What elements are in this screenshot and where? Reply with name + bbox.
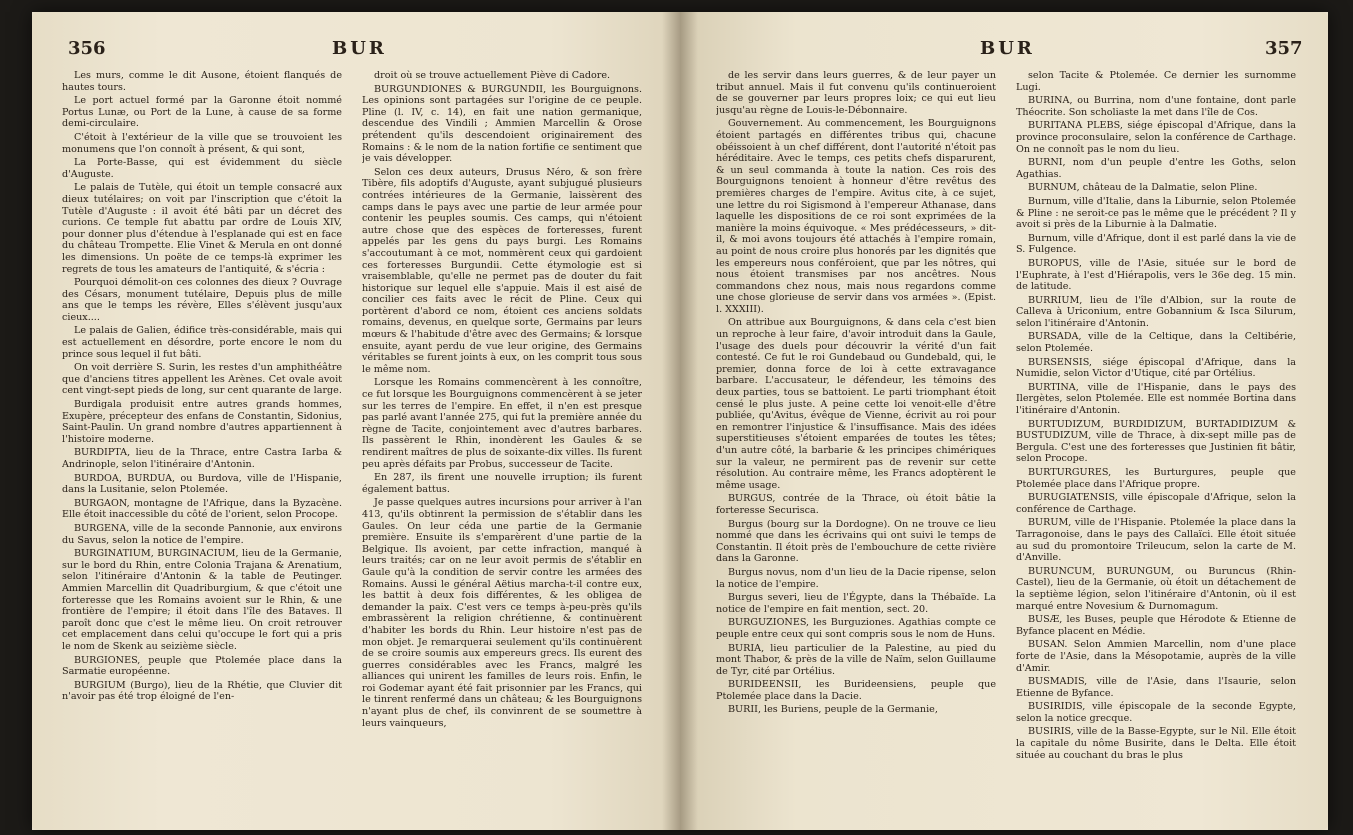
paragraph: BURDIPTA, lieu de la Thrace, entre Castra Iarba & Andrinople, selon l'itinéraire d'Antonin. (62, 447, 342, 470)
paragraph: Je passe quelques autres incursions pour arriver à l'an 413, qu'ils obtinrent la permission de s'établir dans les Gaules. On leur céda une partie de la Germanie première. Ensuite ils s'emparèrent d'une partie de la Belgique. Ils avoient, par cette infraction, manqué à leurs traités; car on ne leur avoit permis de s'établir en Gaule qu'à la condition de servir contre les armées des Romains. Aussi le général Aëtius marcha-t-il contre eux, les battit à deux fois différentes, & les obligea de demander la paix. C'est vers ce temps à-peu-près qu'ils embrassèrent la religion chrétienne, & continuèrent d'habiter les bords du Rhin. Leur histoire n'est pas de mon objet. Je remarquerai seulement qu'ils continuèrent de se croire soumis aux empereurs grecs. Ils eurent des guerres considérables avec les Francs, malgré les alliances qui unirent les familles de leurs rois. Enfin, le roi Godemar ayant été fait prisonnier par les Francs, qui le tinrent renfermé dans un château; & les Bourguignons n'ayant plus de chef, ils convinrent de se soumettre à leurs vainqueurs, (362, 497, 642, 729)
paragraph: BURTUDIZUM, BURDIDIZUM, BURTADIDIZUM & BUSTUDIZUM, ville de Thrace, à dix-sept mille pas de Bergula. C'est une des forteresses que Justinien fit bâtir, selon Procope. (1016, 418, 1296, 465)
paragraph: Lorsque les Romains commencèrent à les connoître, ce fut lorsque les Bourguignons commencèrent à se jeter sur les terres de l'empire. En effet, il n'en est presque pas parlé avant l'année 275, qui fut la première année du règne de Tacite, conjointement avec d'autres barbares. Ils passèrent le Rhin, inondèrent les Gaules & se rendirent maîtres de plus de soixante-dix villes. Ils furent peu après défaits par Probus, successeur de Tacite. (362, 377, 642, 470)
paragraph: BUSÆ, les Buses, peuple que Hérodote & Etienne de Byfance placent en Médie. (1016, 614, 1296, 637)
paragraph: BURTINA, ville de l'Hispanie, dans le pays des Ilergètes, selon Ptolemée. Elle est nommée Bortina dans l'itinéraire d'Antonin. (1016, 381, 1296, 417)
paragraph: BURITANA PLEBS, siége épiscopal d'Afrique, dans la province proconsulaire, selon la conférence de Carthage. On ne connoît pas le nom du lieu. (1016, 120, 1296, 155)
running-head: BUR (332, 38, 387, 59)
paragraph: BURIA, lieu particulier de la Palestine, au pied du mont Thabor, & près de la ville de Naïm, selon Guillaume de Tyr, cité par Ortélius. (716, 642, 996, 677)
paragraph: Pourquoi démolit-on ces colonnes des dieux ? Ouvrage des Césars, monument tutélaire, Depuis plus de mille ans que le temps les révère, Elles s'élèvent jusqu'aux cieux.... (62, 277, 342, 323)
paragraph: Burnum, ville d'Italie, dans la Liburnie, selon Ptolemée & Pline : ne seroit-ce pas le même que le précédent ? Il y avoit si près de la Liburnie à la Dalmatie. (1016, 195, 1296, 231)
paragraph: de les servir dans leurs guerres, & de leur payer un tribut annuel. Mais il fut convenu qu'ils continueroient de se gouverner par leurs propres loix; ce qui eut lieu jusqu'au règne de Louis-le-Débonnaire. (716, 70, 996, 116)
right-page (680, 12, 1328, 830)
paragraph: BUSMADIS, ville de l'Asie, dans l'Isaurie, selon Etienne de Byfance. (1016, 676, 1296, 699)
paragraph: BUSIRIDIS, ville épiscopale de la seconde Egypte, selon la notice grecque. (1016, 701, 1296, 724)
paragraph: BURGAON, montagne de l'Afrique, dans la Byzacène. Elle étoit inaccessible du côté de l'orient, selon Procope. (62, 497, 342, 521)
paragraph: BURGUZIONES, les Burguziones. Agathias compte ce peuple entre ceux qui sont compris sous le nom de Huns. (716, 617, 996, 640)
paragraph: BURNUM, château de la Dalmatie, selon Pline. (1028, 182, 1258, 194)
paragraph: En 287, ils firent une nouvelle irruption; ils furent également battus. (362, 472, 642, 495)
text-column-1 (62, 70, 342, 814)
paragraph: Le palais de Tutèle, qui étoit un temple consacré aux dieux tutélaires; on voit par l'inscription que c'étoit la Tutèle d'Auguste : il avoit été bâti par un décret des curions. Ce temple fut abattu par ordre de Louis XIV, pour donner plus d'étendue à l'esplanade qui est en face du château Trompette. Elie Vinet & Merula en ont donné les dimensions. Un poëte de ce temps-là exprimer les regrets de tous les amateurs de l'antiquité, & s'écria : (62, 182, 342, 275)
paragraph: On voit derrière S. Surin, les restes d'un amphithéâtre que d'anciens titres appellent les Arènes. Cet ovale avoit cent vingt-sept pieds de long, sur cent quarante de large. (62, 362, 342, 397)
paragraph: BURRIUM, lieu de l'île d'Albion, sur la route de Calleva à Uriconium, entre Gobannium & Isca Silurum, selon l'itinéraire d'Antonin. (1016, 294, 1296, 329)
paragraph: BURIDEENSII, les Burideensiens, peuple que Ptolemée place dans la Dacie. (716, 679, 996, 702)
paragraph: BURUNCUM, BURUNGUM, ou Buruncus (Rhin-Castel), lieu de la Germanie, où étoit un détachement de la septième légion, selon l'itinéraire d'Antonin, où il est marqué entre Novesium & Durnomagum. (1016, 565, 1296, 612)
paragraph: BUSIRIS, ville de la Basse-Egypte, sur le Nil. Elle étoit la capitale du nôme Busirite, dans le Delta. Elle étoit située au couchant du bras le plus (1016, 726, 1296, 761)
paragraph: BURSADA, ville de la Celtique, dans la Celtibérie, selon Ptolemée. (1016, 331, 1296, 355)
book-spread (32, 12, 1328, 830)
text-column-1 (716, 70, 996, 814)
page-number: 357 (1265, 38, 1303, 59)
paragraph: Burnum, ville d'Afrique, dont il est parlé dans la vie de S. Fulgence. (1016, 232, 1296, 256)
paragraph: BURGUNDIONES & BURGUNDII, les Bourguignons. Les opinions sont partagées sur l'origine de ce peuple. Pline (l. IV, c. 14), en fait une nation germanique, descendue des Vindili ; Ammien Marcellin & Orose prétendent qu'ils descendoient originairement des Romains : & le nom de la nation fortifie ce sentiment que je vais développer. (362, 83, 642, 165)
text-column-2 (1016, 70, 1296, 814)
paragraph: Le palais de Galien, édifice très-considérable, mais qui est actuellement en désordre, porte encore le nom du prince sous lequel il fut bâti. (62, 325, 342, 360)
paragraph: BURSENSIS, siége épiscopal d'Afrique, dans la Numidie, selon Victor d'Utique, cité par Ortélius. (1016, 356, 1296, 380)
paragraph: BURGINATIUM, BURGINACIUM, lieu de la Germanie, sur le bord du Rhin, entre Colonia Trajana & Arenatium, selon l'itinéraire d'Antonin & la table de Peutinger. Ammien Marcellin dit Quadriburgium, & que c'étoit une forteresse que les Romains avoient sur le Rhin, & une frontière de l'empire; il étoit dans l'île des Bataves. Il paroît donc que c'est le même lieu. On croit retrouver cet emplacement dans celui qu'occupe le fort qui a pris le nom de Skenk au seizième siècle. (62, 548, 342, 652)
paragraph: BURINA, ou Burrina, nom d'une fontaine, dont parle Théocrite. Son scholiaste la met dans l'île de Cos. (1016, 95, 1296, 118)
paragraph: BURGIUM (Burgo), lieu de la Rhétie, que Cluvier dit n'avoir pas été trop éloigné de l'en- (62, 679, 342, 703)
paragraph: Les murs, comme le dit Ausone, étoient flanqués de hautes tours. (62, 70, 342, 93)
paragraph: Burgus novus, nom d'un lieu de la Dacie ripense, selon la notice de l'empire. (716, 566, 996, 590)
paragraph: droit où se trouve actuellement Piève di Cadore. (374, 70, 611, 81)
paragraph: La Porte-Basse, qui est évidemment du siècle d'Auguste. (62, 157, 342, 180)
paragraph: Gouvernement. Au commencement, les Bourguignons étoient partagés en différentes tribus qui, chacune obéissoient à un chef différent, dont l'autorité n'étoit pas héréditaire. Avec le temps, ces petits chefs disparurent, & un seul commanda à toute la nation. Ces rois des Bourguignons tenoient à honneur d'être revêtus des premières charges de l'empire. Avitus cite, à ce sujet, une lettre du roi Sigismond à l'empereur Athanase, dans laquelle les dispositions de ce roi sont exprimées de la manière la moins équivoque. « Mes prédécesseurs, » dit-il, & moi avons toujours été attachés à l'empire romain, au point de nous croire plus honorés par les dignités que les empereurs nous conféroient, que par les nôtres, qui nous étoient transmises par nos ancêtres. Nous commandons chez nous, mais nous regardons comme une chose glorieuse de servir dans vos armées ». (Epist. l. XXXIII). (716, 118, 996, 315)
paragraph: BURTURGURES, les Burturgures, peuple que Ptolemée place dans l'Afrique propre. (1016, 467, 1296, 490)
paragraph: Burgus (bourg sur la Dordogne). On ne trouve ce lieu nommé que dans les écrivains qui ont suivi le temps de Constantin. Il étoit près de l'embouchure de cette rivière dans la Garonne. (716, 518, 996, 565)
book-gutter (662, 12, 698, 830)
paragraph: Burgus severi, lieu de l'Égypte, dans la Thébaïde. La notice de l'empire en fait mention, sect. 20. (716, 592, 996, 615)
paragraph: BURDOA, BURDUA, ou Burdova, ville de l'Hispanie, dans la Lusitanie, selon Ptolemée. (62, 472, 342, 496)
text-column-2 (362, 70, 642, 814)
running-head: BUR (980, 38, 1035, 59)
paragraph: Le port actuel formé par la Garonne étoit nommé Portus Lunæ, ou Port de la Lune, à cause de sa forme demi-circulaire. (62, 95, 342, 130)
paragraph: On attribue aux Bourguignons, & dans cela c'est bien un reproche à leur faire, d'avoir introduit dans la Gaule, l'usage des duels pour découvrir la vérité d'un fait contesté. Ce fut le roi Gundebaud ou Gundebald, qui, le premier, donna force de loi à cette extravagance barbare. L'accusateur, le défendeur, les témoins des deux parties, tous se battoient. Le parti triomphant étoit censé le plus juste. A peine cette loi venoit-elle d'être publiée, qu'Avitus, évêque de Vienne, écrivit au roi pour en remontrer l'injustice & l'insuffisance. Mais des idées superstitieuses s'étoient emparées de toutes les têtes; d'un autre côté, la barbarie & les principes chimériques sur la valeur, ne permirent pas de revenir sur cette résolution. Au contraire même, les Francs adoptèrent le même usage. (716, 317, 996, 491)
paragraph: BURUGIATENSIS, ville épiscopale d'Afrique, selon la conférence de Carthage. (1016, 492, 1296, 515)
paragraph: Selon ces deux auteurs, Drusus Néro, & son frère Tibère, fils adoptifs d'Auguste, ayant subjugué plusieurs contrées intérieures de la Germanie, laissèrent des camps dans le pays avec une partie de leur armée pour contenir les peuples soumis. Ces camps, qui n'étoient autre chose que des espèces de forteresses, furent appelés par les gens du pays burgi. Les Romains s'accoutumant à ce mot, nommèrent ceux qui gardoient ces forteresses Burgundii. Cette étymologie est si vraisemblable, qu'elle ne permet pas de douter du fait historique sur lequel elle s'appuie. Mais il est aisé de concilier ces faits avec le récit de Pline. Ceux qui portèrent d'abord ce nom, étoient ces anciens soldats romains, devenus, en quelque sorte, Germains par leurs mœurs & l'habitude d'être avec des Germains; & lorsque ensuite, ayant perdu de vue leur origine, des Germains véritables se furent joints à eux, on les comprit tous sous le même nom. (362, 166, 642, 375)
paragraph: selon Tacite & Ptolemée. Ce dernier les surnomme Lugi. (1016, 70, 1296, 93)
paragraph: BURGENA, ville de la seconde Pannonie, aux environs du Savus, selon la notice de l'empire. (62, 522, 342, 546)
paragraph: BURGIONES, peuple que Ptolemée place dans la Sarmatie européenne. (62, 654, 342, 678)
paragraph: BUROPUS, ville de l'Asie, située sur le bord de l'Euphrate, à l'est d'Hiérapolis, vers le 36e deg. 15 min. de latitude. (1016, 257, 1296, 293)
paragraph: Burdigala produisit entre autres grands hommes, Exupère, précepteur des enfans de Constantin, Sidonius, Saint-Paulin. Un grand nombre d'autres appartiennent à l'histoire moderne. (62, 399, 342, 445)
page-number: 356 (68, 38, 106, 59)
paragraph: BURUM, ville de l'Hispanie. Ptolemée la place dans la Tarragonoise, dans le pays des Callaïci. Elle étoit située au sud du promontoire Trileucum, selon la carte de M. d'Anville. (1016, 517, 1296, 564)
paragraph: C'étoit à l'extérieur de la ville que se trouvoient les monumens que l'on connoît à présent, & qui sont, (62, 131, 342, 155)
paragraph: BURNI, nom d'un peuple d'entre les Goths, selon Agathias. (1016, 157, 1296, 180)
paragraph: BURGUS, contrée de la Thrace, où étoit bâtie la forteresse Securisca. (716, 493, 996, 516)
left-page (32, 12, 680, 830)
paragraph: BUSAN. Selon Ammien Marcellin, nom d'une place forte de l'Asie, dans la Mésopotamie, auprès de la ville d'Amir. (1016, 639, 1296, 674)
paragraph: BURII, les Buriens, peuple de la Germanie, (728, 704, 938, 716)
